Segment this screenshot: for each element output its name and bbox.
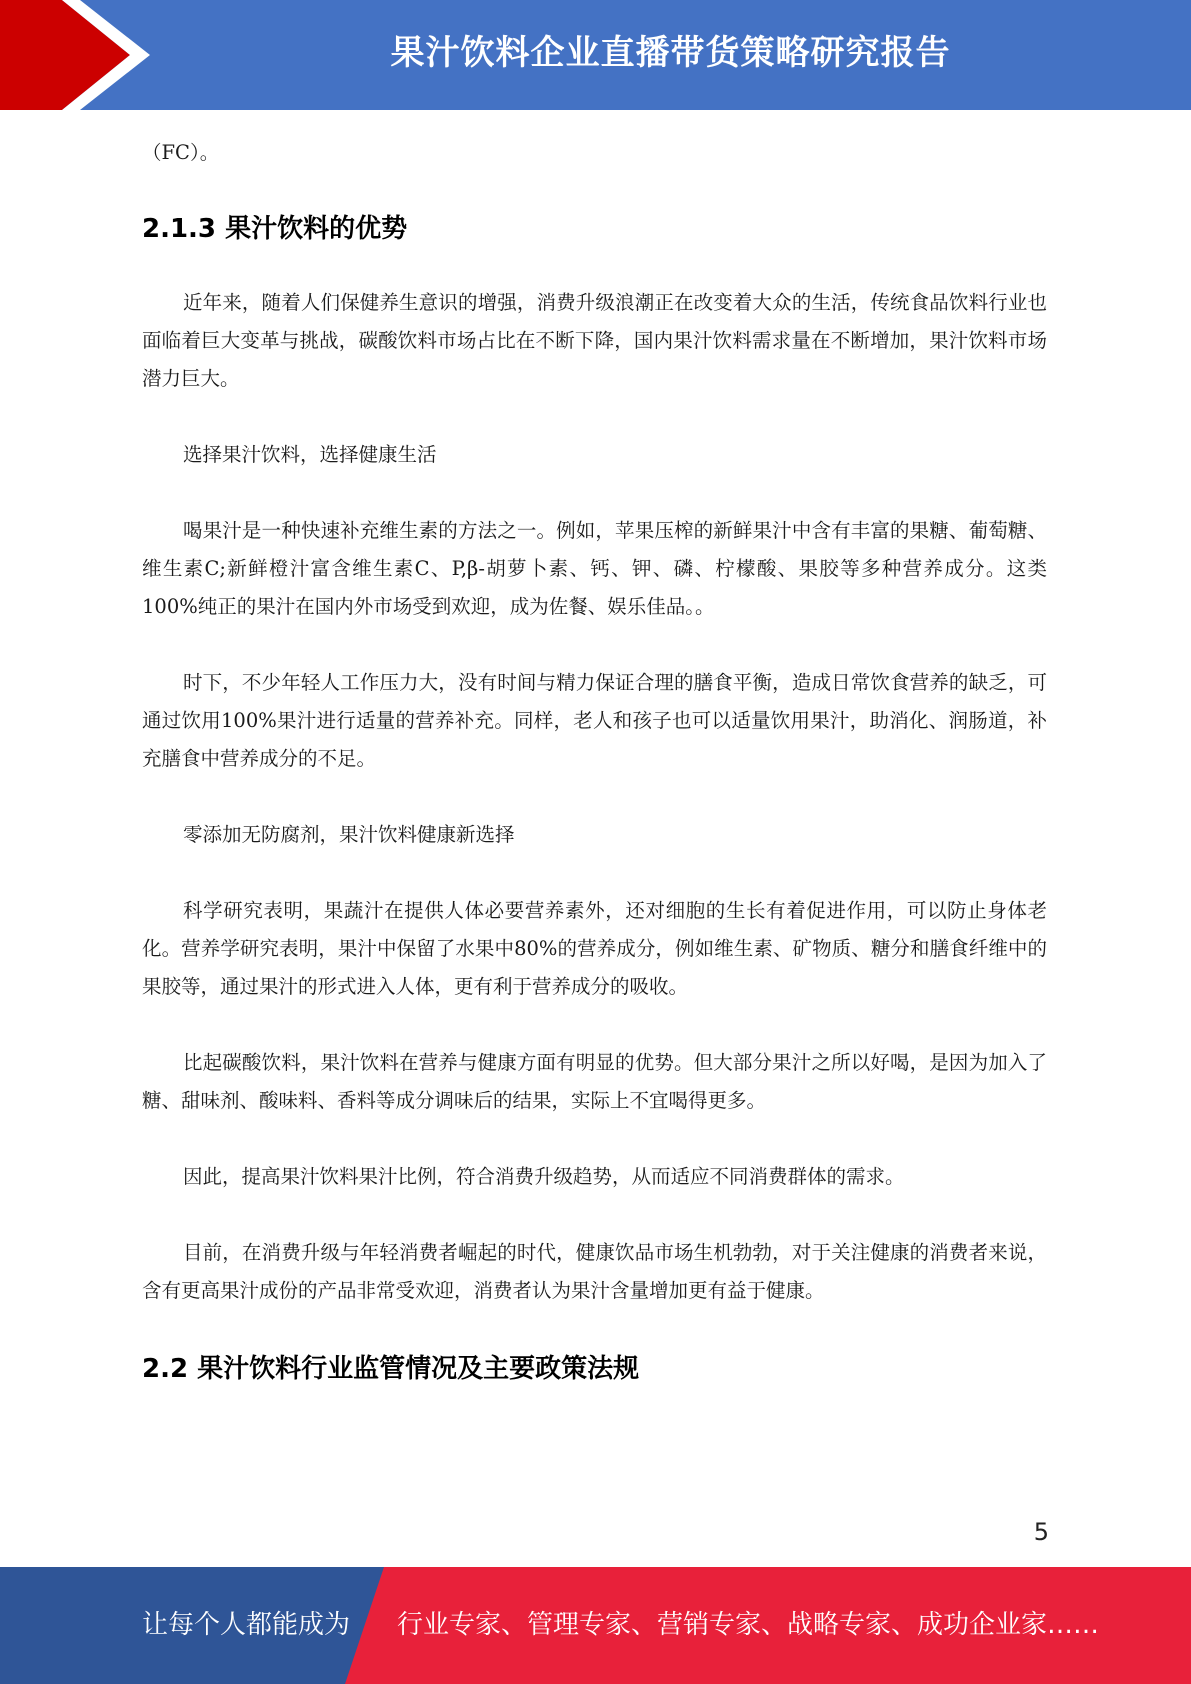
paragraph: 比起碳酸饮料，果汁饮料在营养与健康方面有明显的优势。但大部分果汁之所以好喝，是因为加入了糖、甜味剂、酸味料、香料等成分调味后的结果，实际上不宜喝得更多。	[142, 1051, 1047, 1112]
paragraph: 科学研究表明，果蔬汁在提供人体必要营养素外，还对细胞的生长有着促进作用，可以防止身体老化。营养学研究表明，果汁中保留了水果中80%的营养成分，例如维生素、矿物质、糖分和膳食纤维中的果胶等，通过果汁的形式进入人体，更有利于营养成分的吸收。	[142, 899, 1047, 998]
page-header	[0, 0, 1191, 110]
footer-slogan-right: 行业专家、管理专家、营销专家、战略专家、成功企业家……	[397, 1610, 1100, 1640]
paragraph: 因此，提高果汁饮料果汁比例，符合消费升级趋势，从而适应不同消费群体的需求。	[183, 1165, 905, 1188]
page-number: 5	[1033, 1518, 1049, 1546]
paragraph: 目前，在消费升级与年轻消费者崛起的时代，健康饮品市场生机勃勃，对于关注健康的消费者来说，含有更高果汁成份的产品非常受欢迎，消费者认为果汁含量增加更有益于健康。	[142, 1241, 1047, 1302]
paragraph: 近年来，随着人们保健养生意识的增强，消费升级浪潮正在改变着大众的生活，传统食品饮料行业也面临着巨大变革与挑战，碳酸饮料市场占比在不断下降，国内果汁饮料需求量在不断增加，果汁饮料市场潜力巨大。	[142, 291, 1047, 390]
subheading-text: 零添加无防腐剂，果汁饮料健康新选择	[183, 823, 515, 846]
report-title: 果汁饮料企业直播带货策略研究报告	[390, 33, 951, 73]
section-heading-2-2: 2.2 果汁饮料行业监管情况及主要政策法规	[142, 1354, 640, 1384]
page-footer	[0, 1567, 1191, 1684]
paragraph: 时下，不少年轻人工作压力大，没有时间与精力保证合理的膳食平衡，造成日常饮食营养的缺乏，可通过饮用100%果汁进行适量的营养补充。同样，老人和孩子也可以适量饮用果汁，助消化、润肠道，补充膳食中营养成分的不足。	[142, 671, 1047, 770]
paragraph: 喝果汁是一种快速补充维生素的方法之一。例如，苹果压榨的新鲜果汁中含有丰富的果糖、葡萄糖、维生素C;新鲜橙汁富含维生素C、P,β-胡萝卜素、钙、钾、磷、柠檬酸、果胶等多种营养成分。这类100%纯正的果汁在国内外市场受到欢迎，成为佐餐、娱乐佳品。。	[142, 519, 1047, 618]
section-heading-2-1-3: 2.1.3 果汁饮料的优势	[142, 214, 408, 244]
header-chevron-icon	[0, 0, 160, 110]
continuation-fragment: （FC）。	[142, 141, 220, 164]
subheading-text: 选择果汁饮料，选择健康生活	[183, 443, 437, 466]
page-content	[142, 134, 1047, 1388]
footer-slogan-left: 让每个人都能成为	[142, 1610, 351, 1640]
